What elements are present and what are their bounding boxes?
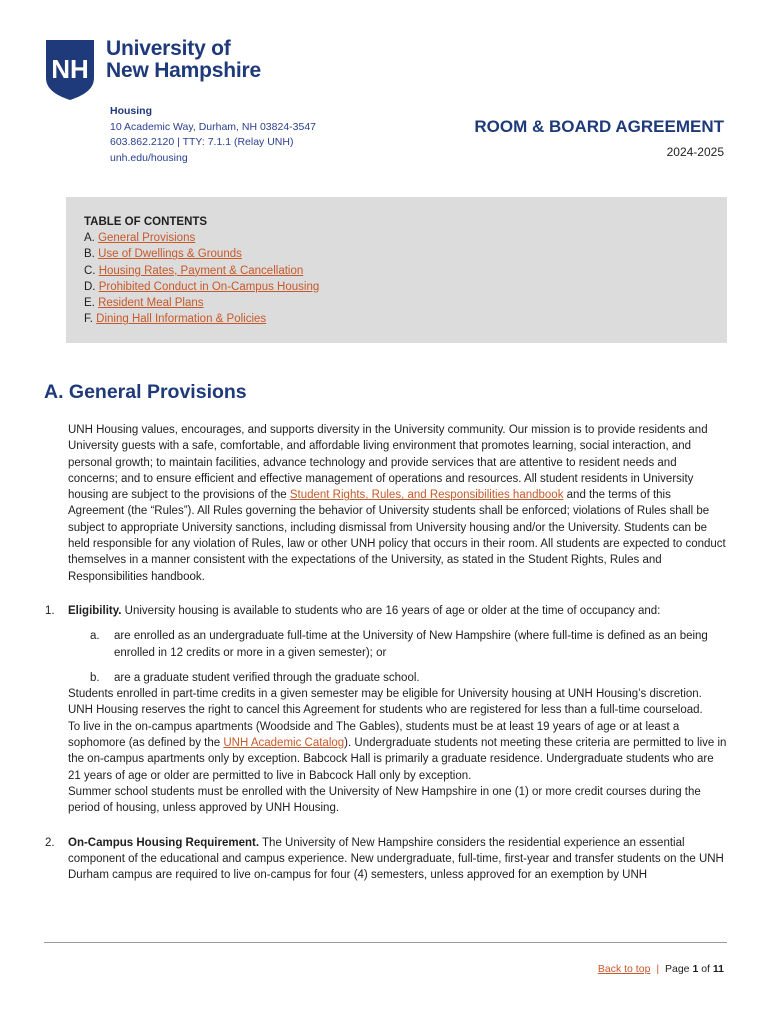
- page-total: 11: [712, 963, 724, 975]
- phone: 603.862.2120 | TTY: 7.1.1 (Relay UNH): [110, 136, 294, 148]
- of-word: of: [701, 963, 710, 975]
- back-to-top-link[interactable]: Back to top: [597, 963, 651, 975]
- toc-link-prohibited-conduct[interactable]: Prohibited Conduct in On-Campus Housing: [98, 280, 320, 293]
- toc-item: D. Prohibited Conduct in On-Campus Housing: [84, 280, 320, 293]
- academic-catalog-link[interactable]: UNH Academic Catalog: [223, 737, 345, 750]
- eligibility-title: Eligibility.: [68, 604, 122, 617]
- page-footer: [598, 963, 724, 975]
- toc-item: B. Use of Dwellings & Grounds: [84, 248, 242, 261]
- sub-item-a: a. are enrolled as an undergraduate full-time at the University of New Hampshire (where full-time is defined as an being enrolled in 12 credits or more in a given semester); or: [90, 630, 708, 659]
- toc-link-meal-plans[interactable]: Resident Meal Plans: [98, 297, 204, 310]
- toc-link-housing-rates[interactable]: Housing Rates, Payment & Cancellation: [98, 264, 304, 277]
- document-year: 2024-2025: [666, 145, 724, 159]
- table-of-contents: [66, 197, 727, 343]
- list-item-on-campus-requirement: 2. On-Campus Housing Requirement. The University of New Hampshire considers the residential experience an essential component of the educational and campus experience. New undergraduate, full-time, first-year and transfer students on the UNH Durham campus are required to live on-campus for four (4) semesters, unless approved for an exemption by UNH: [45, 836, 724, 882]
- summer-paragraph: Summer school students must be enrolled with the University of New Hampshire in one (1) or more credit courses during the period of housing, unless approved by UNH Housing.: [68, 785, 701, 815]
- toc-link-general-provisions[interactable]: General Provisions: [98, 232, 196, 245]
- toc-link-dining-hall[interactable]: Dining Hall Information & Policies: [96, 313, 267, 326]
- list-item-eligibility: 1. Eligibility. University housing is available to students who are 16 years of age or older at the time of occupancy and:: [68, 603, 728, 619]
- unh-shield-logo: [44, 38, 96, 102]
- toc-title: TABLE OF CONTENTS: [84, 216, 208, 228]
- part-time-paragraph: Students enrolled in part-time credits in a given semester may be eligible for University housing at UNH Housing’s discretion. UNH Housing reserves the right to cancel this Agreement for students who are registered for less than a full-time courseload.: [68, 688, 703, 717]
- sub-label: a.: [90, 630, 100, 643]
- logo-line-1: University of: [106, 37, 231, 60]
- footer-separator: |: [656, 963, 660, 975]
- page-number: 1: [692, 963, 699, 975]
- page-word: Page: [664, 963, 690, 975]
- toc-item: E. Resident Meal Plans: [84, 297, 204, 310]
- toc-link-use-of-dwellings[interactable]: Use of Dwellings & Grounds: [98, 248, 242, 261]
- toc-item: C. Housing Rates, Payment & Cancellation: [84, 264, 304, 277]
- toc-item: A. General Provisions: [84, 232, 196, 245]
- on-campus-requirement-title: On-Campus Housing Requirement.: [68, 836, 260, 849]
- address: 10 Academic Way, Durham, NH 03824-3547: [110, 120, 317, 133]
- website: unh.edu/housing: [110, 151, 188, 164]
- sub-item-b: b. are a graduate student verified through the graduate school.: [68, 670, 728, 686]
- unh-logo: [44, 38, 261, 102]
- list-number: 1.: [45, 604, 55, 617]
- svg-text:NH: NH: [51, 54, 89, 84]
- sub-label: b.: [90, 671, 100, 684]
- section-heading-general-provisions: A. General Provisions: [44, 381, 247, 403]
- footer-divider: [44, 942, 727, 943]
- intro-paragraph: UNH Housing values, encourages, and supports diversity in the University community. Our mission is to provide residents and University guests with a safe, comfortable, and affordable living environment that promotes learning, social interaction, and personal growth; to maintain facilities, advance technology and provide services that are attentive to resident needs and concerns; and to ensure efficient and effective management of operations and resources. All student residents in University housing are subject to the provisions of the Student Rights, Rules, and Responsibilities handbook and the terms of this Agreement (the “Rules”). All Rules governing the behavior of University students shall be enforced; violations of Rules shall be subject to appropriate University sanctions, including dismissal from University housing and/or the University. Students can be held responsible for any violation of Rules, law or other UNH policy that occurs in their room. All students are expected to conduct themselves in a manner consistent with the expectations of the University, as stated in the Student Rights, Rules and Responsibilities handbook.: [68, 424, 726, 583]
- toc-item: F. Dining Hall Information & Policies: [84, 313, 267, 326]
- department-name: Housing: [110, 105, 152, 117]
- logo-line-2: New Hampshire: [106, 59, 261, 82]
- apartments-paragraph: To live in the on-campus apartments (Woodside and The Gables), students must be at least 19 years of age or at least a sophomore (as defined by the UNH Academic Catalog). Undergraduate students not meeting these criteria are permitted to live in the on-campus apartments only by exception. Babcock Hall is primarily a graduate residence. Undergraduate students who are 21 years of age or older are permitted to live in Babcock Hall only by exception.: [68, 720, 727, 782]
- agreement-title-block: [474, 117, 724, 159]
- list-number: 2.: [45, 836, 55, 849]
- student-rights-handbook-link[interactable]: Student Rights, Rules, and Responsibilities handbook: [289, 489, 564, 502]
- section-content: [45, 422, 728, 883]
- document-title: ROOM & BOARD AGREEMENT: [474, 117, 724, 136]
- contact-block: [110, 104, 316, 166]
